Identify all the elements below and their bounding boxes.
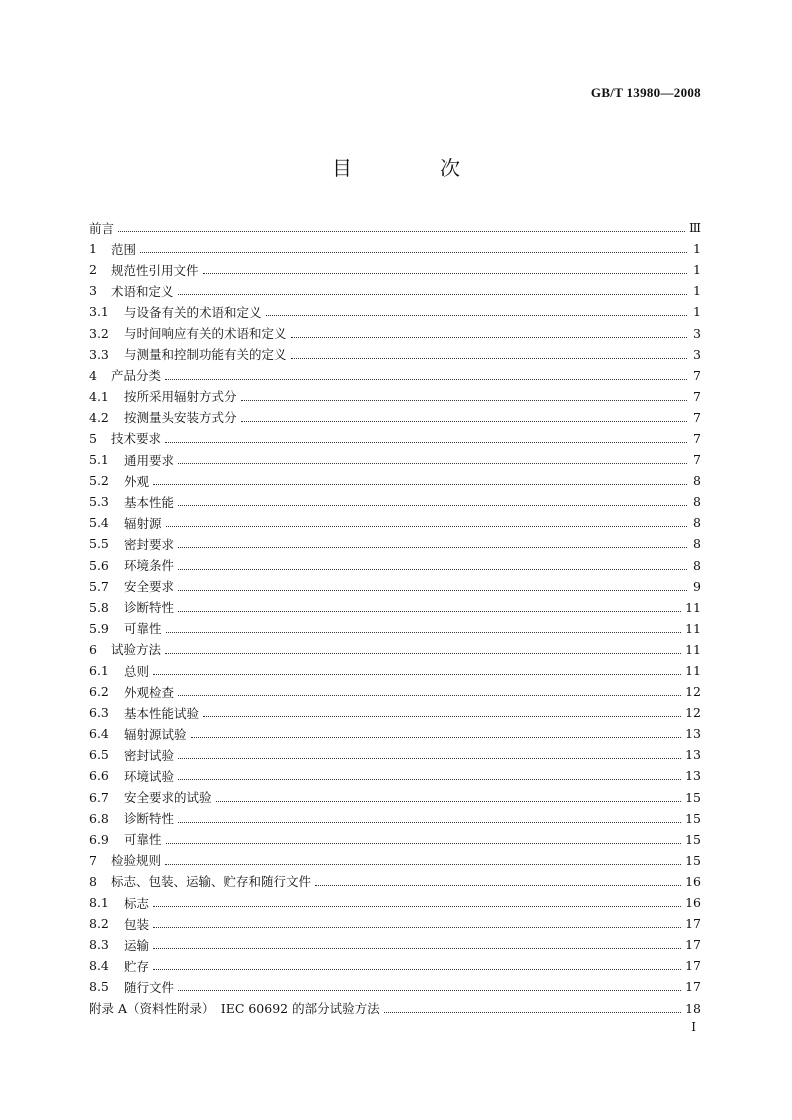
toc-entry-page: 8 — [693, 494, 701, 510]
toc-entry-label: 密封要求 — [124, 536, 175, 552]
dot-leader — [241, 400, 687, 401]
toc-entry-label: 术语和定义 — [111, 283, 174, 299]
toc-entry-label: 检验规则 — [111, 853, 162, 869]
toc-entry-label: 环境条件 — [124, 558, 175, 574]
dot-leader — [191, 737, 682, 738]
toc-entry-label: 随行文件 — [124, 979, 175, 995]
toc-entry-page: 12 — [685, 705, 701, 721]
dot-leader — [153, 674, 681, 675]
dot-leader — [153, 484, 687, 485]
toc-entry[interactable] — [89, 934, 701, 955]
toc-entry[interactable] — [89, 217, 701, 238]
toc-entry-label: 按测量头安装方式分 — [124, 410, 237, 426]
dot-leader — [166, 843, 682, 844]
toc-entry-number: 3.3 — [89, 346, 109, 362]
toc-entry-label: 技术要求 — [111, 431, 162, 447]
toc-entry-page: 8 — [693, 515, 701, 531]
dot-leader — [203, 716, 681, 717]
dot-leader — [203, 273, 687, 274]
toc-entry-page: 15 — [685, 810, 701, 826]
toc-entry[interactable] — [89, 808, 701, 829]
toc-entry-label: 与时间响应有关的术语和定义 — [124, 326, 287, 342]
dot-leader — [165, 653, 681, 654]
toc-entry-label: 前言 — [89, 220, 115, 236]
dot-leader — [178, 505, 687, 506]
toc-entry-page: 11 — [685, 620, 701, 636]
toc-entry-label: 试验方法 — [111, 642, 162, 658]
dot-leader — [118, 231, 685, 232]
toc-entry-page: 1 — [693, 241, 701, 257]
toc-entry-page: 15 — [685, 852, 701, 868]
toc-entry-label: 诊断特性 — [124, 811, 175, 827]
toc-entry-number: 4.1 — [89, 388, 109, 404]
toc-entry-number: 8.4 — [89, 958, 109, 974]
toc-entry-number: 5.8 — [89, 599, 109, 615]
standard-code: GB/T 13980—2008 — [590, 85, 701, 100]
toc-entry-page: 1 — [693, 304, 701, 320]
dot-leader — [384, 1012, 682, 1013]
dot-leader — [166, 526, 687, 527]
toc-entry-number: 6.8 — [89, 810, 109, 826]
toc-entry[interactable] — [89, 470, 701, 491]
toc-entry-label: 安全要求 — [124, 579, 175, 595]
toc-entry-label: 基本性能试验 — [124, 705, 200, 721]
toc-entry-page: 11 — [685, 599, 701, 615]
toc-entry[interactable] — [89, 407, 701, 428]
toc-entry-page: 15 — [685, 831, 701, 847]
toc-entry-label: 安全要求的试验 — [124, 790, 212, 806]
toc-entry-page: 12 — [685, 684, 701, 700]
dot-leader — [178, 779, 681, 780]
toc-entry-page: 16 — [685, 873, 701, 889]
toc-entry[interactable] — [89, 597, 701, 618]
toc-entry-number: 3 — [89, 283, 97, 299]
toc-entry-number: 6.2 — [89, 684, 109, 700]
toc-entry-label: 基本性能 — [124, 494, 175, 510]
toc-entry-label: 产品分类 — [111, 368, 162, 384]
toc-entry-page: 13 — [685, 726, 701, 742]
toc-entry[interactable] — [89, 512, 701, 533]
toc-entry-number: 5.4 — [89, 515, 109, 531]
toc-entry-page: 15 — [685, 789, 701, 805]
toc-entry-number: 6.3 — [89, 705, 109, 721]
toc-entry-label: 与测量和控制功能有关的定义 — [124, 347, 287, 363]
toc-entry-number: 2 — [89, 262, 97, 278]
toc-entry-page: 13 — [685, 747, 701, 763]
page-number: I — [691, 1020, 696, 1034]
dot-leader — [178, 294, 687, 295]
toc-entry[interactable] — [89, 386, 701, 407]
toc-entry-label: 环境试验 — [124, 768, 175, 784]
toc-entry-number: 7 — [89, 852, 97, 868]
toc-entry[interactable] — [89, 238, 701, 259]
toc-entry-number: 8.3 — [89, 937, 109, 953]
dot-leader — [291, 337, 687, 338]
toc-entry-number: 4 — [89, 367, 97, 383]
dot-leader — [178, 590, 687, 591]
dot-leader — [241, 421, 687, 422]
toc-entry-page: 8 — [693, 473, 701, 489]
toc-entry-page: 17 — [685, 958, 701, 974]
toc-entry-number: 6.6 — [89, 768, 109, 784]
toc-entry[interactable] — [89, 829, 701, 850]
toc-entry-page: 11 — [685, 641, 701, 657]
toc-entry-page: 3 — [693, 325, 701, 341]
toc-entry[interactable] — [89, 555, 701, 576]
dot-leader — [266, 315, 687, 316]
toc-entry-page: 13 — [685, 768, 701, 784]
toc-entry[interactable] — [89, 533, 701, 554]
dot-leader — [153, 948, 681, 949]
dot-leader — [178, 463, 687, 464]
toc-entry[interactable] — [89, 301, 701, 322]
toc-entry-label: 贮存 — [124, 958, 150, 974]
toc-entry-label: 外观检查 — [124, 684, 175, 700]
toc-entry-page: 1 — [693, 262, 701, 278]
toc-entry-label: 可靠性 — [124, 832, 162, 848]
dot-leader — [315, 885, 681, 886]
toc-entry-number: 4.2 — [89, 409, 109, 425]
toc-entry-label: 包装 — [124, 916, 150, 932]
toc-entry[interactable] — [89, 744, 701, 765]
toc-entry[interactable] — [89, 344, 701, 365]
toc-entry[interactable] — [89, 765, 701, 786]
toc-entry[interactable] — [89, 702, 701, 723]
toc-entry[interactable] — [89, 491, 701, 512]
toc-entry-page: 1 — [693, 283, 701, 299]
toc-entry-number: 8.2 — [89, 916, 109, 932]
dot-leader — [178, 611, 681, 612]
dot-leader — [178, 758, 681, 759]
toc-entry-number: 5 — [89, 430, 97, 446]
dot-leader — [153, 969, 681, 970]
toc-entry-label: 附录 A（资料性附录） IEC 60692 的部分试验方法 — [89, 1001, 380, 1017]
dot-leader — [153, 927, 681, 928]
toc-entry-number: 5.2 — [89, 473, 109, 489]
toc-entry-page: 17 — [685, 916, 701, 932]
toc-entry[interactable] — [89, 681, 701, 702]
toc-entry[interactable] — [89, 660, 701, 681]
toc-entry-number: 6.4 — [89, 726, 109, 742]
toc-entry-number: 5.5 — [89, 536, 109, 552]
toc-entry[interactable] — [89, 955, 701, 976]
toc-entry-number: 5.9 — [89, 620, 109, 636]
toc-entry-number: 5.3 — [89, 494, 109, 510]
toc-entry[interactable] — [89, 280, 701, 301]
toc-entry-page: 18 — [685, 1000, 701, 1016]
toc-entry-label: 密封试验 — [124, 747, 175, 763]
toc-entry-label: 辐射源 — [124, 515, 162, 531]
toc-entry[interactable] — [89, 259, 701, 280]
toc-entry-label: 按所采用辐射方式分 — [124, 389, 237, 405]
toc-entry-number: 8.1 — [89, 895, 109, 911]
toc-entry-page: 11 — [685, 663, 701, 679]
page-title: 目 次 — [332, 156, 494, 180]
toc-entry-page: 8 — [693, 536, 701, 552]
toc-entry[interactable] — [89, 913, 701, 934]
toc-entry-number: 3.2 — [89, 325, 109, 341]
toc-entry[interactable] — [89, 723, 701, 744]
toc-entry-label: 运输 — [124, 937, 150, 953]
dot-leader — [178, 569, 687, 570]
toc-entry-label: 通用要求 — [124, 452, 175, 468]
toc-entry-page: 7 — [693, 367, 701, 383]
toc-entry-page: Ⅲ — [688, 220, 701, 236]
toc-entry-label: 辐射源试验 — [124, 726, 187, 742]
toc-entry[interactable] — [89, 322, 701, 343]
toc-entry-label: 总则 — [124, 663, 150, 679]
toc-entry-number: 3.1 — [89, 304, 109, 320]
toc-entry-label: 可靠性 — [124, 621, 162, 637]
toc-entry-page: 3 — [693, 346, 701, 362]
toc-entry-page: 17 — [685, 979, 701, 995]
toc-entry-number: 6.5 — [89, 747, 109, 763]
toc-entry-label: 与设备有关的术语和定义 — [124, 304, 262, 320]
toc-entry-page: 17 — [685, 937, 701, 953]
dot-leader — [291, 358, 687, 359]
toc-entry[interactable] — [89, 618, 701, 639]
toc-entry-label: 诊断特性 — [124, 600, 175, 616]
toc-entry-label: 标志 — [124, 895, 150, 911]
toc-entry-page: 8 — [693, 557, 701, 573]
toc-entry-label: 规范性引用文件 — [111, 262, 199, 278]
toc-entry-number: 6.7 — [89, 789, 109, 805]
dot-leader — [178, 695, 681, 696]
toc-entry-page: 7 — [693, 409, 701, 425]
dot-leader — [216, 801, 682, 802]
toc-entry-number: 1 — [89, 241, 97, 257]
dot-leader — [166, 632, 682, 633]
toc-entry-number: 8 — [89, 873, 97, 889]
toc-entry-page: 7 — [693, 430, 701, 446]
toc-entry[interactable] — [89, 892, 701, 913]
toc-entry-number: 5.1 — [89, 452, 109, 468]
toc-entry[interactable] — [89, 976, 701, 997]
toc-entry[interactable] — [89, 576, 701, 597]
dot-leader — [178, 822, 681, 823]
toc-entry-page: 7 — [693, 388, 701, 404]
dot-leader — [178, 547, 687, 548]
toc-entry[interactable] — [89, 871, 701, 892]
dot-leader — [153, 906, 681, 907]
dot-leader — [165, 864, 681, 865]
table-of-contents — [89, 217, 701, 1019]
toc-entry[interactable] — [89, 449, 701, 470]
toc-entry[interactable] — [89, 787, 701, 808]
toc-entry-number: 6 — [89, 641, 97, 657]
dot-leader — [165, 379, 687, 380]
dot-leader — [165, 442, 687, 443]
toc-entry-number: 6.1 — [89, 663, 109, 679]
toc-entry[interactable] — [89, 850, 701, 871]
toc-entry-page: 7 — [693, 452, 701, 468]
toc-entry[interactable] — [89, 428, 701, 449]
toc-entry[interactable] — [89, 639, 701, 660]
toc-entry-label: 范围 — [111, 241, 137, 257]
toc-entry-number: 5.6 — [89, 557, 109, 573]
toc-entry-label: 标志、包装、运输、贮存和随行文件 — [111, 874, 312, 890]
toc-entry-page: 9 — [693, 578, 701, 594]
toc-entry-number: 8.5 — [89, 979, 109, 995]
toc-entry[interactable] — [89, 365, 701, 386]
toc-entry-number: 5.7 — [89, 578, 109, 594]
toc-entry-page: 16 — [685, 895, 701, 911]
toc-entry-label: 外观 — [124, 473, 150, 489]
toc-entry[interactable] — [89, 997, 701, 1018]
dot-leader — [140, 252, 687, 253]
dot-leader — [178, 990, 681, 991]
toc-entry-number: 6.9 — [89, 831, 109, 847]
